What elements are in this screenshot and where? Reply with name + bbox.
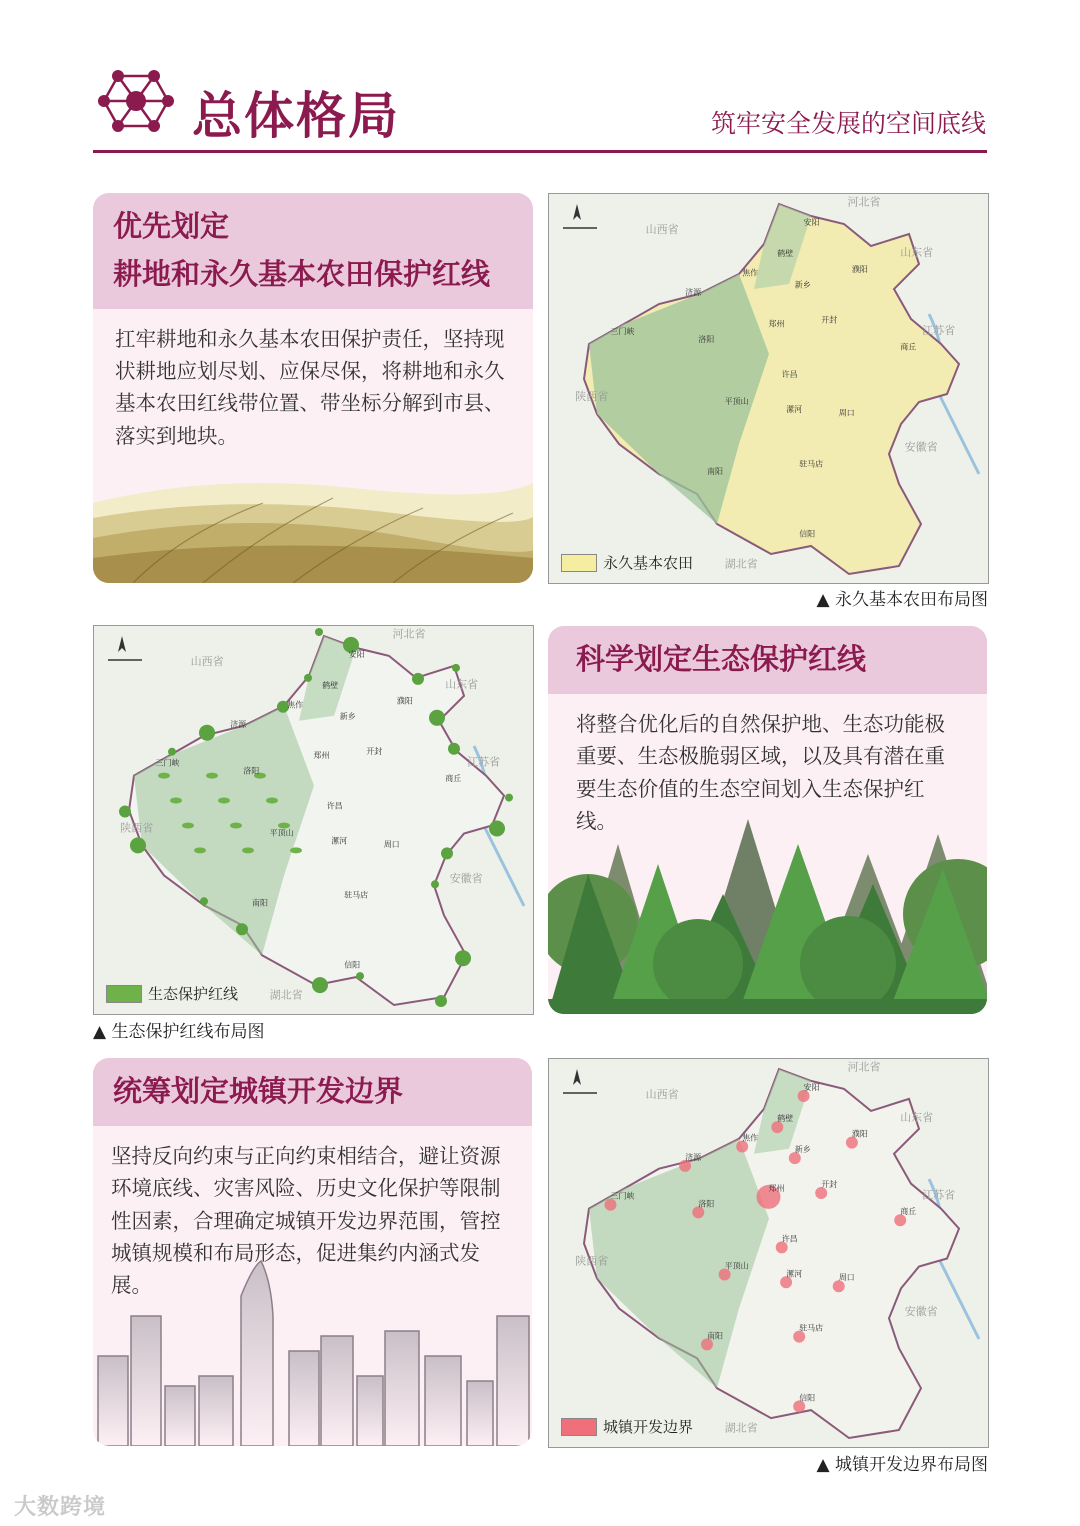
city-label: 三门峡 [610, 327, 635, 336]
neighbor-province-label: 山东省 [900, 1112, 934, 1125]
city-label: 周口 [383, 840, 400, 850]
farmland-card-header [93, 193, 533, 309]
city-label: 驻马店 [344, 890, 369, 900]
page-subtitle: 筑牢安全发展的空间底线 [710, 109, 986, 138]
city-label: 商丘 [445, 774, 462, 784]
ecology-patch [130, 837, 146, 853]
urban-legend-swatch [561, 1418, 597, 1436]
city-label: 漯河 [786, 404, 803, 414]
ecology-map-legend [106, 983, 238, 1004]
city-label: 周口 [838, 408, 855, 418]
farmland-card-text: 扛牢耕地和永久基本农田保护责任，坚持现状耕地应划尽划、应保尽保，将耕地和永久基本农田红线带位置、带坐标分解到市县、落实到地块。 [115, 326, 505, 448]
ecology-map [93, 625, 534, 1015]
neighbor-province-label: 陕西省 [120, 822, 154, 835]
ecology-patch [452, 664, 460, 672]
urban-map-caption: ▲ 城镇开发边界布局图 [816, 1455, 988, 1475]
ecology-patch [304, 674, 312, 682]
ecology-patch [266, 798, 278, 804]
city-label: 济源 [685, 1152, 702, 1162]
city-label: 商丘 [900, 342, 917, 352]
page-title: 总体格局 [192, 87, 400, 145]
neighbor-province-label: 河北省 [392, 628, 426, 641]
forest-illustration [548, 814, 987, 1014]
city-label: 开封 [366, 747, 383, 756]
city-label: 鹤壁 [777, 1114, 794, 1124]
ecology-patch [218, 798, 230, 804]
city-label: 驻马店 [799, 459, 824, 469]
city-label: 郑州 [768, 1183, 785, 1193]
city-label: 焦作 [742, 268, 759, 278]
watermark: 大数跨境 [14, 1495, 107, 1520]
farmland-title-line1: 优先划定 [113, 209, 230, 243]
ecology-patch [356, 972, 364, 980]
neighbor-province-label: 江苏省 [467, 756, 501, 769]
city-label: 三门峡 [155, 758, 180, 768]
city-label: 许昌 [781, 369, 798, 379]
ecology-patch [170, 798, 182, 804]
ecology-patch [435, 995, 447, 1007]
ecology-patch [199, 725, 215, 741]
ecology-card-text: 将整合优化后的自然保护地、生态功能极重要、生态极脆弱区域，以及具有潜在重要生态价值的生态空间划入生态保护红线。 [576, 711, 945, 833]
network-logo-icon [96, 66, 176, 136]
farmland-map [548, 193, 989, 584]
city-label: 焦作 [287, 700, 304, 710]
ecology-patch [119, 806, 131, 818]
neighbor-province-label: 安徽省 [904, 441, 938, 454]
urban-map [548, 1058, 989, 1448]
neighbor-province-label: 陕西省 [575, 1255, 609, 1268]
ecology-patch [431, 880, 439, 888]
city-label: 平顶山 [269, 828, 294, 838]
neighbor-province-label: 河北省 [847, 196, 881, 209]
neighbor-province-label: 湖北省 [724, 1422, 758, 1435]
neighbor-province-label: 江苏省 [922, 325, 956, 337]
city-label: 鹤壁 [777, 249, 794, 259]
ecology-card [548, 626, 987, 1014]
city-label: 开封 [821, 1180, 838, 1189]
city-label: 驻马店 [799, 1323, 824, 1333]
neighbor-province-label: 陕西省 [575, 391, 609, 404]
ecology-patch [315, 628, 323, 636]
neighbor-province-label: 安徽省 [904, 1306, 938, 1319]
city-label: 安阳 [803, 1083, 820, 1092]
ecology-patch [206, 773, 218, 779]
ecology-patch [448, 743, 460, 755]
neighbor-province-label: 江苏省 [922, 1189, 956, 1202]
ecology-patch [412, 673, 424, 685]
ecology-patch [489, 821, 505, 837]
neighbor-province-label: 山东省 [900, 247, 934, 260]
city-label: 开封 [821, 315, 838, 325]
city-label: 平顶山 [724, 1261, 749, 1271]
ecology-patch [230, 822, 242, 828]
city-label: 洛阳 [698, 334, 715, 344]
farmland-legend-swatch [561, 554, 597, 572]
farmland-title-line2: 耕地和永久基本农田保护红线 [113, 256, 491, 291]
city-label: 鹤壁 [322, 681, 339, 691]
ecology-patch [182, 822, 194, 828]
city-label: 安阳 [348, 650, 365, 659]
city-label: 许昌 [781, 1234, 798, 1244]
neighbor-province-label: 河北省 [847, 1061, 881, 1074]
urban-legend-label: 城镇开发边界 [603, 1418, 694, 1436]
city-label: 新乡 [794, 1145, 811, 1155]
ecology-legend-label: 生态保护红线 [148, 985, 239, 1003]
neighbor-province-label: 湖北省 [724, 558, 758, 571]
ecology-map-caption: ▲ 生态保护红线布局图 [93, 1022, 265, 1042]
ecology-patch [236, 923, 248, 935]
ecology-patch [312, 977, 328, 993]
urban-card-header: 统筹划定城镇开发边界 [93, 1058, 532, 1126]
city-label: 济源 [685, 288, 702, 298]
city-label: 濮阳 [851, 1129, 868, 1139]
city-label: 漯河 [786, 1269, 803, 1279]
neighbor-province-label: 山东省 [445, 679, 479, 692]
ecology-patch [505, 794, 513, 802]
city-label: 济源 [230, 719, 247, 729]
ecology-patch [158, 773, 170, 779]
ecology-legend-swatch [106, 985, 142, 1003]
city-label: 信阳 [344, 960, 361, 970]
ecology-patch [242, 847, 254, 853]
skyline-illustration [93, 1256, 532, 1446]
urban-card [93, 1058, 532, 1446]
city-label: 商丘 [900, 1207, 917, 1217]
farmland-card [93, 193, 533, 583]
city-label: 濮阳 [396, 696, 413, 706]
header-divider [93, 150, 987, 153]
city-label: 周口 [838, 1273, 855, 1283]
city-label: 平顶山 [724, 397, 749, 407]
neighbor-province-label: 山西省 [190, 655, 224, 668]
city-label: 郑州 [313, 750, 330, 760]
neighbor-province-label: 山西省 [645, 1088, 679, 1101]
ecology-patch [290, 847, 302, 853]
city-label: 焦作 [742, 1133, 759, 1143]
city-label: 信阳 [799, 529, 816, 539]
ecology-patch [441, 847, 453, 859]
farmland-map-caption: ▲ 永久基本农田布局图 [816, 590, 988, 610]
ecology-card-header: 科学划定生态保护红线 [548, 626, 987, 694]
neighbor-province-label: 山西省 [645, 223, 679, 236]
city-label: 濮阳 [851, 264, 868, 274]
ecology-patch [168, 748, 176, 756]
ecology-patch [194, 847, 206, 853]
city-label: 南阳 [707, 467, 723, 477]
urban-card-text: 坚持反向约束与正向约束相结合，避让资源环境底线、灾害风险、历史文化保护等限制性因素，合理确定城镇开发边界范围，管控城镇规模和布局形态，促进集约内涵式发展。 [111, 1143, 501, 1298]
city-label: 洛阳 [243, 766, 260, 776]
city-label: 许昌 [326, 801, 343, 811]
city-label: 安阳 [803, 218, 820, 228]
city-label: 信阳 [799, 1393, 816, 1403]
city-label: 漯河 [331, 836, 348, 846]
farmland-fields-illustration [93, 463, 533, 583]
city-label: 郑州 [768, 319, 785, 329]
ecology-patch [429, 710, 445, 726]
farmland-map-legend [561, 552, 693, 573]
city-label: 三门峡 [610, 1191, 635, 1201]
ecology-patch [455, 950, 471, 966]
city-label: 洛阳 [698, 1199, 715, 1209]
city-label: 新乡 [794, 280, 811, 290]
neighbor-province-label: 湖北省 [269, 989, 303, 1002]
city-label: 南阳 [707, 1331, 723, 1341]
neighbor-province-label: 安徽省 [449, 873, 483, 886]
city-label: 新乡 [339, 712, 356, 722]
city-label: 南阳 [252, 898, 268, 908]
farmland-legend-label: 永久基本农田 [603, 554, 694, 572]
ecology-patch [200, 897, 208, 905]
urban-map-legend [561, 1416, 693, 1437]
